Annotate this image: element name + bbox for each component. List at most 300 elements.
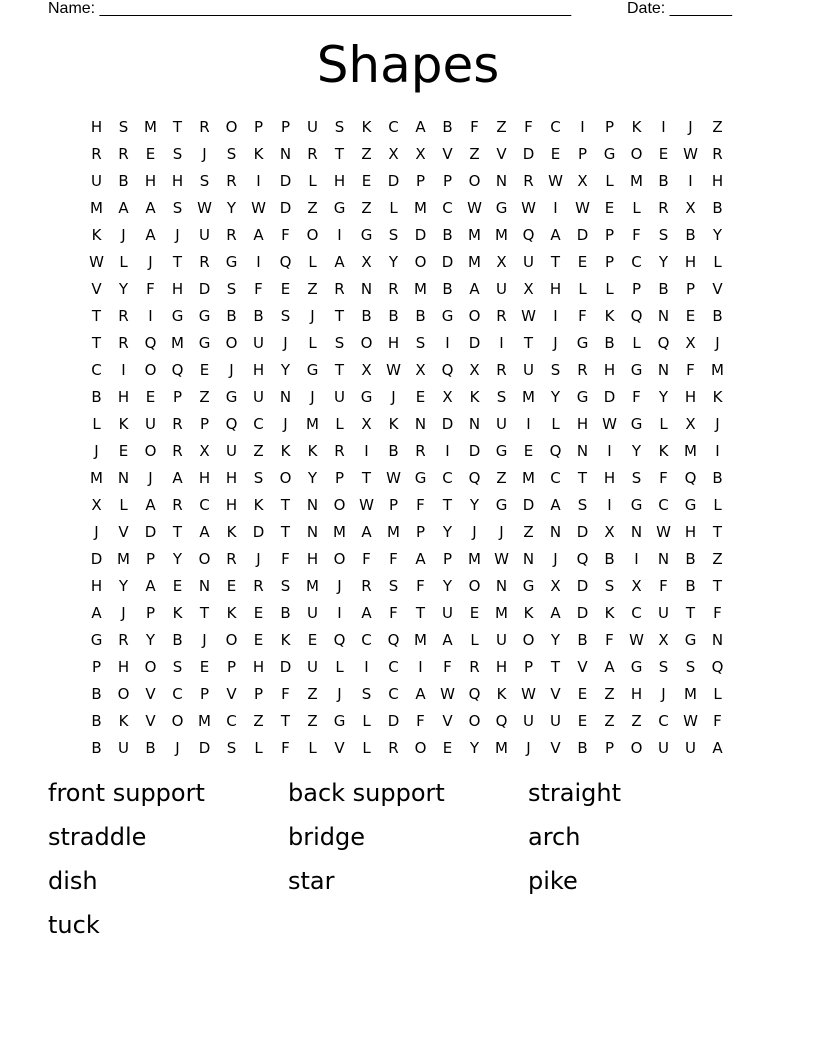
grid-letter: L <box>551 415 560 433</box>
grid-letter: I <box>121 361 126 379</box>
grid-letter: A <box>334 253 345 271</box>
grid-letter: M <box>684 442 697 460</box>
grid-row <box>83 546 731 573</box>
grid-letter: V <box>550 739 561 757</box>
grid-letter: M <box>306 577 319 595</box>
grid-letter: J <box>256 550 261 568</box>
grid-letter: V <box>118 523 129 541</box>
grid-letter: K <box>118 712 129 730</box>
grid-letter: B <box>145 739 156 757</box>
grid-letter: Z <box>469 145 480 163</box>
grid-letter: Y <box>469 496 480 514</box>
grid-letter: J <box>175 226 180 244</box>
grid-letter: C <box>658 712 669 730</box>
name-field-label: Name: _____________________________________________________ <box>48 0 572 17</box>
grid-letter: F <box>713 604 722 622</box>
grid-letter: V <box>496 145 507 163</box>
grid-row <box>83 708 731 735</box>
grid-letter: E <box>253 604 264 622</box>
grid-letter: X <box>415 361 426 379</box>
grid-letter: B <box>604 550 615 568</box>
grid-letter: U <box>550 712 561 730</box>
grid-letter: W <box>359 496 374 514</box>
grid-letter: R <box>226 550 237 568</box>
grid-letter: I <box>526 415 531 433</box>
page-title: Shapes <box>316 36 500 94</box>
grid-row <box>83 735 731 762</box>
grid-letter: T <box>280 523 291 541</box>
grid-letter: O <box>333 550 346 568</box>
grid-letter: Z <box>361 145 372 163</box>
grid-letter: J <box>283 415 288 433</box>
grid-letter: T <box>199 604 210 622</box>
grid-letter: G <box>522 577 535 595</box>
grid-letter: F <box>470 118 479 136</box>
grid-letter: B <box>388 307 399 325</box>
grid-letter: P <box>685 280 696 298</box>
grid-letter: G <box>333 199 346 217</box>
grid-letter: O <box>144 658 157 676</box>
grid-letter: L <box>605 172 614 190</box>
grid-letter: A <box>361 604 372 622</box>
grid-letter: U <box>199 226 210 244</box>
grid-letter: U <box>307 118 318 136</box>
grid-letter: F <box>389 604 398 622</box>
grid-letter: B <box>604 334 615 352</box>
grid-letter: C <box>172 685 183 703</box>
grid-letter: Y <box>118 577 129 595</box>
grid-letter: D <box>252 523 265 541</box>
grid-letter: U <box>496 415 507 433</box>
grid-letter: P <box>280 118 291 136</box>
grid-row <box>83 573 731 600</box>
grid-letter: J <box>661 685 666 703</box>
grid-letter: Z <box>712 550 723 568</box>
grid-letter: Y <box>550 631 561 649</box>
grid-letter: G <box>333 712 346 730</box>
grid-letter: P <box>415 523 426 541</box>
grid-letter: P <box>415 172 426 190</box>
grid-letter: U <box>523 253 534 271</box>
grid-letter: J <box>472 523 477 541</box>
grid-letter: Z <box>523 523 534 541</box>
grid-letter: N <box>279 388 292 406</box>
grid-letter: S <box>631 469 642 487</box>
grid-letter: M <box>90 469 103 487</box>
grid-letter: T <box>91 307 102 325</box>
grid-letter: D <box>468 334 481 352</box>
grid-letter: P <box>199 415 210 433</box>
grid-letter: Q <box>684 469 697 487</box>
grid-letter: L <box>254 739 263 757</box>
grid-letter: F <box>281 226 290 244</box>
grid-letter: A <box>145 496 156 514</box>
grid-letter: K <box>388 415 399 433</box>
grid-letter: I <box>553 199 558 217</box>
grid-letter: P <box>388 496 399 514</box>
grid-letter: S <box>415 334 426 352</box>
grid-row <box>83 654 731 681</box>
grid-letter: D <box>198 280 211 298</box>
grid-letter: N <box>360 280 373 298</box>
grid-letter: Z <box>307 685 318 703</box>
grid-letter: J <box>229 361 234 379</box>
word-list-item: straddle <box>48 823 147 851</box>
grid-letter: U <box>145 415 156 433</box>
grid-letter: A <box>361 523 372 541</box>
grid-row <box>83 114 731 141</box>
grid-letter: O <box>225 334 238 352</box>
grid-letter: J <box>715 334 720 352</box>
grid-letter: L <box>119 496 128 514</box>
grid-letter: D <box>144 523 157 541</box>
grid-letter: E <box>469 604 480 622</box>
grid-letter: B <box>577 631 588 649</box>
grid-letter: E <box>172 577 183 595</box>
grid-letter: K <box>604 307 615 325</box>
grid-letter: M <box>522 469 535 487</box>
grid-letter: X <box>415 145 426 163</box>
grid-letter: L <box>605 280 614 298</box>
grid-letter: G <box>225 388 238 406</box>
grid-letter: D <box>603 388 616 406</box>
grid-letter: K <box>91 226 102 244</box>
grid-letter: F <box>416 496 425 514</box>
grid-letter: F <box>578 307 587 325</box>
grid-letter: W <box>521 199 536 217</box>
grid-letter: F <box>659 469 668 487</box>
grid-letter: Y <box>658 253 669 271</box>
grid-letter: J <box>553 550 558 568</box>
grid-letter: S <box>253 469 264 487</box>
grid-letter: I <box>256 253 261 271</box>
grid-letter: D <box>441 415 454 433</box>
grid-letter: R <box>199 253 210 271</box>
grid-letter: U <box>658 604 669 622</box>
grid-letter: I <box>715 442 720 460</box>
grid-letter: B <box>253 307 264 325</box>
grid-letter: U <box>496 631 507 649</box>
grid-letter: H <box>576 415 589 433</box>
grid-letter: O <box>333 496 346 514</box>
grid-letter: A <box>550 604 561 622</box>
grid-letter: K <box>307 442 318 460</box>
grid-letter: Z <box>253 712 264 730</box>
grid-letter: B <box>172 631 183 649</box>
grid-letter: P <box>253 685 264 703</box>
grid-letter: U <box>658 739 669 757</box>
grid-letter: G <box>198 307 211 325</box>
grid-letter: A <box>199 523 210 541</box>
grid-letter: I <box>418 658 423 676</box>
grid-letter: Y <box>307 469 318 487</box>
grid-letter: B <box>388 442 399 460</box>
grid-letter: K <box>280 442 291 460</box>
grid-letter: A <box>415 550 426 568</box>
grid-letter: R <box>523 172 534 190</box>
grid-letter: H <box>171 172 184 190</box>
grid-letter: R <box>469 658 480 676</box>
grid-letter: B <box>118 172 129 190</box>
grid-letter: Y <box>226 199 237 217</box>
grid-letter: S <box>388 577 399 595</box>
grid-letter: Y <box>550 388 561 406</box>
grid-letter: M <box>468 253 481 271</box>
grid-letter: Y <box>118 280 129 298</box>
grid-letter: G <box>576 334 589 352</box>
grid-letter: P <box>226 658 237 676</box>
grid-letter: I <box>364 442 369 460</box>
grid-letter: J <box>94 523 99 541</box>
grid-letter: Q <box>171 361 184 379</box>
grid-row <box>83 492 731 519</box>
grid-letter: I <box>607 442 612 460</box>
grid-letter: D <box>90 550 103 568</box>
grid-letter: C <box>442 469 453 487</box>
grid-letter: X <box>685 415 696 433</box>
grid-letter: S <box>604 577 615 595</box>
grid-letter: L <box>389 199 398 217</box>
grid-letter: H <box>711 172 724 190</box>
grid-letter: M <box>495 739 508 757</box>
grid-letter: J <box>148 469 153 487</box>
grid-letter: N <box>495 577 508 595</box>
grid-letter: H <box>117 658 130 676</box>
grid-letter: K <box>604 604 615 622</box>
grid-letter: D <box>468 442 481 460</box>
grid-letter: I <box>688 172 693 190</box>
grid-letter: M <box>630 172 643 190</box>
letter-grid <box>83 114 731 762</box>
grid-letter: K <box>361 118 372 136</box>
grid-letter: I <box>634 550 639 568</box>
grid-letter: K <box>631 118 642 136</box>
grid-letter: R <box>253 577 264 595</box>
grid-letter: K <box>712 388 723 406</box>
grid-letter: A <box>469 280 480 298</box>
grid-letter: E <box>145 145 156 163</box>
grid-letter: X <box>361 253 372 271</box>
grid-letter: J <box>310 307 315 325</box>
grid-letter: G <box>630 361 643 379</box>
grid-letter: O <box>144 442 157 460</box>
grid-letter: X <box>523 280 534 298</box>
grid-letter: O <box>225 118 238 136</box>
grid-letter: T <box>91 334 102 352</box>
grid-letter: L <box>362 739 371 757</box>
grid-letter: S <box>280 577 291 595</box>
grid-letter: J <box>121 604 126 622</box>
grid-letter: C <box>199 496 210 514</box>
grid-letter: M <box>495 604 508 622</box>
grid-letter: T <box>172 253 183 271</box>
grid-letter: A <box>415 118 426 136</box>
grid-letter: R <box>577 361 588 379</box>
grid-letter: H <box>684 523 697 541</box>
grid-letter: S <box>685 658 696 676</box>
grid-letter: H <box>225 469 238 487</box>
grid-letter: L <box>308 253 317 271</box>
grid-letter: L <box>659 415 668 433</box>
grid-letter: B <box>91 739 102 757</box>
grid-letter: E <box>118 442 129 460</box>
grid-letter: N <box>414 415 427 433</box>
grid-letter: I <box>256 172 261 190</box>
grid-letter: C <box>631 253 642 271</box>
grid-letter: M <box>117 550 130 568</box>
grid-letter: Y <box>172 550 183 568</box>
grid-letter: S <box>280 307 291 325</box>
grid-letter: K <box>523 604 534 622</box>
grid-letter: J <box>553 334 558 352</box>
grid-letter: T <box>334 361 345 379</box>
grid-letter: H <box>117 388 130 406</box>
grid-letter: S <box>172 199 183 217</box>
grid-letter: P <box>523 658 534 676</box>
grid-letter: M <box>198 712 211 730</box>
grid-letter: M <box>144 118 157 136</box>
grid-letter: S <box>226 280 237 298</box>
grid-letter: D <box>576 604 589 622</box>
grid-letter: Z <box>307 199 318 217</box>
grid-letter: T <box>172 118 183 136</box>
grid-letter: C <box>388 685 399 703</box>
grid-letter: J <box>499 523 504 541</box>
grid-letter: N <box>306 496 319 514</box>
grid-letter: F <box>605 631 614 649</box>
header <box>48 0 748 20</box>
grid-letter: V <box>550 685 561 703</box>
grid-letter: W <box>602 415 617 433</box>
grid-letter: G <box>684 631 697 649</box>
grid-letter: R <box>172 415 183 433</box>
grid-letter: B <box>91 388 102 406</box>
grid-letter: G <box>630 415 643 433</box>
grid-letter: D <box>576 226 589 244</box>
grid-letter: X <box>469 361 480 379</box>
grid-letter: W <box>494 550 509 568</box>
grid-letter: E <box>253 631 264 649</box>
grid-letter: A <box>91 604 102 622</box>
grid-letter: X <box>550 577 561 595</box>
grid-letter: I <box>499 334 504 352</box>
grid-letter: O <box>468 172 481 190</box>
grid-letter: A <box>145 226 156 244</box>
date-field-label: Date: _______ <box>627 0 732 17</box>
word-list <box>48 776 768 942</box>
grid-letter: R <box>226 226 237 244</box>
grid-letter: R <box>658 199 669 217</box>
grid-letter: O <box>630 739 643 757</box>
grid-letter: E <box>280 280 291 298</box>
grid-letter: Q <box>333 631 346 649</box>
grid-letter: B <box>685 550 696 568</box>
grid-letter: M <box>495 226 508 244</box>
word-list-item: star <box>288 867 335 895</box>
grid-letter: N <box>279 145 292 163</box>
grid-row <box>83 600 731 627</box>
grid-letter: R <box>415 442 426 460</box>
grid-letter: Y <box>388 253 399 271</box>
grid-letter: L <box>119 253 128 271</box>
grid-letter: X <box>496 253 507 271</box>
grid-letter: P <box>172 388 183 406</box>
grid-letter: I <box>148 307 153 325</box>
grid-letter: J <box>121 226 126 244</box>
grid-letter: G <box>171 307 184 325</box>
grid-letter: A <box>145 577 156 595</box>
grid-letter: M <box>684 685 697 703</box>
grid-letter: M <box>90 199 103 217</box>
grid-letter: G <box>684 496 697 514</box>
grid-letter: P <box>199 685 210 703</box>
grid-letter: R <box>712 145 723 163</box>
grid-letter: R <box>388 739 399 757</box>
grid-letter: Y <box>145 631 156 649</box>
grid-letter: V <box>577 658 588 676</box>
grid-letter: K <box>253 496 264 514</box>
grid-letter: O <box>468 307 481 325</box>
grid-letter: W <box>683 712 698 730</box>
grid-letter: W <box>440 685 455 703</box>
grid-row <box>83 627 731 654</box>
grid-letter: P <box>253 118 264 136</box>
grid-letter: S <box>334 118 345 136</box>
grid-letter: O <box>306 226 319 244</box>
word-list-item: straight <box>528 779 622 807</box>
grid-letter: Q <box>279 253 292 271</box>
grid-letter: S <box>226 145 237 163</box>
grid-letter: N <box>117 469 130 487</box>
grid-letter: J <box>148 253 153 271</box>
grid-letter: F <box>146 280 155 298</box>
grid-letter: Z <box>712 118 723 136</box>
grid-letter: L <box>335 658 344 676</box>
grid-letter: T <box>442 496 453 514</box>
grid-letter: F <box>281 685 290 703</box>
grid-letter: H <box>198 469 211 487</box>
grid-letter: T <box>172 523 183 541</box>
grid-letter: F <box>281 739 290 757</box>
grid-letter: X <box>361 361 372 379</box>
grid-letter: M <box>522 388 535 406</box>
grid-letter: P <box>631 280 642 298</box>
grid-letter: M <box>414 199 427 217</box>
grid-letter: S <box>172 145 183 163</box>
grid-letter: G <box>198 334 211 352</box>
grid-letter: W <box>575 199 590 217</box>
grid-letter: K <box>496 685 507 703</box>
grid-letter: H <box>495 658 508 676</box>
grid-letter: U <box>91 172 102 190</box>
grid-letter: M <box>468 550 481 568</box>
grid-letter: V <box>442 712 453 730</box>
grid-letter: K <box>253 145 264 163</box>
grid-letter: P <box>145 604 156 622</box>
grid-letter: G <box>441 307 454 325</box>
grid-letter: H <box>144 172 157 190</box>
grid-letter: P <box>604 253 615 271</box>
grid-letter: G <box>360 388 373 406</box>
grid-letter: X <box>685 334 696 352</box>
grid-letter: R <box>118 631 129 649</box>
grid-letter: B <box>577 739 588 757</box>
word-list-item: back support <box>288 779 445 807</box>
word-list-item: arch <box>528 823 581 851</box>
grid-letter: S <box>550 361 561 379</box>
grid-letter: H <box>306 550 319 568</box>
grid-letter: E <box>145 388 156 406</box>
